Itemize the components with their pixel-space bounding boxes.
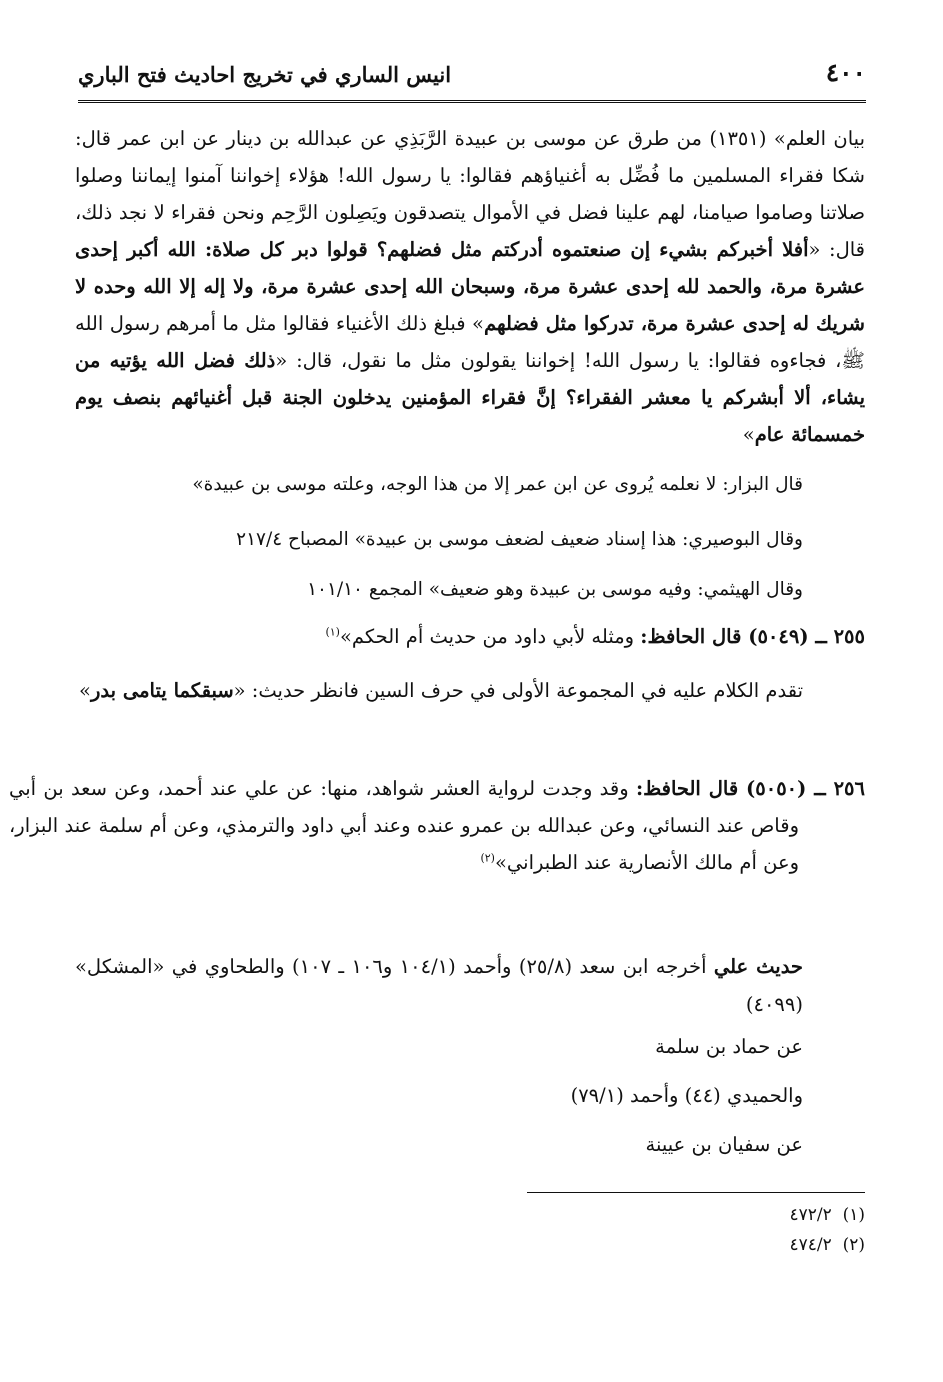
entry-255-text: ومثله لأبي داود من حديث أم الحكم» (339, 625, 641, 648)
entry-255-body: تقدم الكلام عليه في المجموعة الأولى في حرف السين فانظر حديث: « (233, 679, 803, 702)
entry-255-paragraph (75, 672, 865, 710)
page-header (78, 56, 866, 96)
footnote-rule (527, 1192, 865, 1193)
footnote-text: ٤٧٤/٢ (789, 1235, 832, 1255)
hadith-text-paragraph (75, 120, 865, 453)
footnote-ref-1: (١) (325, 625, 340, 639)
closing-quote: » (79, 679, 91, 702)
footnote-text: ٤٧٢/٢ (789, 1205, 832, 1225)
citation-bazzar: قال البزار: لا نعلمه يُروى عن ابن عمر إلا من هذا الوجه، وعلته موسى بن عبيدة» (192, 474, 803, 495)
hadith-ali-label: حديث علي (713, 955, 803, 978)
referenced-hadith-title: سبقكما يتامى بدر (90, 679, 234, 702)
chain-line-1: عن حماد بن سلمة (655, 1035, 803, 1058)
citation-busiri: وقال البوصيري: هذا إسناد ضعيف لضعف موسى بن عبيدة» المصباح ٢١٧/٤ (236, 529, 803, 550)
running-title: انيس الساري في تخريج احاديث فتح الباري (78, 62, 452, 87)
entry-255-heading (75, 618, 865, 655)
prophetic-saying-bold-2: ذلك فضل الله يؤتيه من يشاء، ألا أبشركم يا معشر الفقراء؟ إنَّ فقراء المؤمنين يدخلون الجنة قبل أغنيائهم بنصف يوم خمسمائة عام (75, 349, 865, 446)
prophetic-saying-bold: أفلا أخبركم بشيء إن صنعتموه أدركتم مثل فضلهم؟ قولوا دبر كل صلاة: الله أكبر إحدى عشرة مرة، والحمد لله إحدى عشرة مرة، وسبحان الله إحدى عشرة مرة، ولا إله إلا الله وحده لا شريك له إحدى عشرة مرة، تدركوا مثل فضلهم (75, 238, 865, 335)
closing-quote: » (742, 423, 755, 446)
chain-line-3: عن سفيان بن عيينة (645, 1133, 803, 1156)
page-number: ٤٠٠ (825, 58, 866, 87)
narration-text: بيان العلم» (١٣٥١) من طرق عن موسى بن عبيدة الرَّبَذِي عن عبدالله بن دينار عن ابن عمر قال: شكا فقراء المسلمين ما فُضِّل به أغنياؤهم فقالوا: يا رسول الله! هؤلاء إخواننا آمنوا إيماننا وصلوا صلاتنا وصاموا صيامنا، لهم علينا فضل في الأموال يتصدقون ويَصِلون الرَّحِم ونحن فقراء لا نجد ذلك، قال: « (75, 127, 865, 261)
chain-line-2: والحميدي (٤٤) وأحمد (٧٩/١) (570, 1084, 803, 1107)
footnote-marker: (٢) (842, 1235, 865, 1255)
citation-haythami: وقال الهيثمي: وفيه موسى بن عبيدة وهو ضعيف» المجمع ١٠١/١٠ (307, 579, 803, 600)
hadith-ali-paragraph (75, 948, 865, 1024)
entry-255-number: ٢٥٥ ــ (٥٠٤٩) قال الحافظ: (640, 625, 865, 648)
footnote-ref-2: (٢) (480, 851, 495, 865)
footnote-2 (790, 1235, 866, 1255)
hadith-ali-text: أخرجه ابن سعد (٢٥/٨) وأحمد (١٠٤/١ و١٠٦ ـ ١٠٧) والطحاوي في «المشكل» (٤٠٩٩) (75, 955, 803, 1016)
footnote-1 (790, 1205, 866, 1225)
entry-256-paragraph (9, 770, 865, 881)
footnote-marker: (١) (842, 1205, 865, 1225)
narration-text-continued: » فبلغ ذلك الأغنياء فقالوا مثل ما أمرهم رسول الله ﷺ، فجاءوه فقالوا: يا رسول الله! إخواننا يقولون مثل ما نقول، قال: « (75, 312, 865, 372)
entry-256-number: ٢٥٦ ــ (٥٠٥٠) قال الحافظ: (635, 777, 865, 800)
entry-256-text: وقد وجدت لرواية العشر شواهد، منها: عن علي عند أحمد، وعن سعد بن أبي وقاص عند النسائي، وعن عبدالله بن عمرو عنده وعند أبي داود والترمذي، وعن أم سلمة عند البزار، وعن أم مالك الأنصارية عند الطبراني» (9, 777, 799, 874)
header-rule (78, 100, 866, 103)
